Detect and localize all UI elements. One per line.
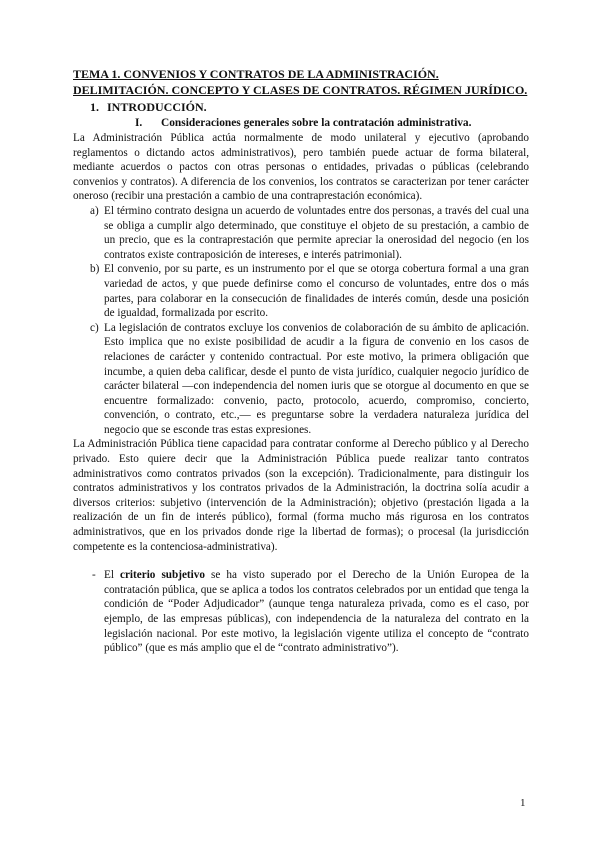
- list-item: [73, 262, 529, 320]
- subsection-label: Consideraciones generales sobre la contratación administrativa.: [161, 117, 472, 129]
- section-number: 1.: [90, 100, 99, 114]
- subsection-number: I.: [135, 117, 143, 129]
- section-heading: [90, 99, 529, 115]
- page-content: [73, 66, 529, 656]
- subsection-heading: [135, 116, 529, 131]
- list-marker: -: [92, 569, 96, 582]
- list-marker: c): [90, 321, 99, 334]
- paragraph-spacer: [73, 554, 529, 568]
- list-item: [73, 568, 529, 656]
- dash-list: [73, 568, 529, 656]
- list-marker: a): [90, 204, 99, 217]
- list-item-lead: El: [104, 569, 120, 582]
- list-item-emphasis: criterio subjetivo: [120, 569, 205, 582]
- lettered-list: [73, 204, 529, 438]
- list-item: [73, 204, 529, 262]
- list-item-text: se ha visto superado por el Derecho de la Unión Europea de la contratación pública, que se aplica a todos los contratos celebrados por un entidad que tenga la condición de “Poder Adjudicador” (aunque tenga naturaleza privada, como es el caso, por ejemplo, de las empresas públicas), con independencia de la naturaleza del contrato en la legislación nacional. Por este motivo, la legislación vigente utiliza el concepto de “contrato público” (que es más amplio que el de “contrato administrativo”).: [104, 569, 529, 655]
- list-item: [73, 321, 529, 438]
- list-marker: b): [90, 263, 100, 276]
- second-paragraph: La Administración Pública tiene capacidad para contratar conforme al Derecho público y al Derecho privado. Esto quiere decir que la Administración Pública puede realizar tanto contratos administrativos como contratos privados (son la excepción). Tradicionalmente, para distinguir los contratos administrativos y los contratos privados de la Administración, la doctrina solía acudir a diversos criterios: subjetivo (intervención de la Administración); objetivo (prestación ligada a la realización de un fin de interés público), formal (forma mucho más rigurosa en los contratos administrativos, que en los privados donde rige la libertad de formas); o procesal (la jurisdicción competente es la contenciosa-administrativa).: [73, 438, 529, 553]
- list-item-text: El término contrato designa un acuerdo de voluntades entre dos personas, a través del cual una se obliga a cumplir algo determinado, que constituye el objeto de su prestación, a cambio de un precio, que es la contraprestación que permite apreciar la onerosidad del negocio (en los contratos existe contraposición de intereses, e interés patrimonial).: [104, 204, 529, 261]
- document-title: TEMA 1. CONVENIOS Y CONTRATOS DE LA ADMINISTRACIÓN. DELIMITACIÓN. CONCEPTO Y CLASES DE CONTRATOS. RÉGIMEN JURÍDICO.: [73, 67, 528, 97]
- page-number: 1: [520, 797, 526, 809]
- intro-paragraph: La Administración Pública actúa normalmente de modo unilateral y ejecutivo (aprobando reglamentos o dictando actos administrativos), pero también puede actuar de forma bilateral, mediante acuerdos o pactos con otras personas o entidades, privadas o públicas (celebrando convenios y contratos). A diferencia de los convenios, los contratos se caracterizan por tener carácter oneroso (recibir una prestación a cambio de una contraprestación económica).: [73, 132, 529, 203]
- list-item-text: La legislación de contratos excluye los convenios de colaboración de su ámbito de aplicación. Esto implica que no existe posibilidad de acudir a la figura de convenio en los casos de relaciones de carácter y contenido contractual. Por este motivo, la primera obligación que incumbe, a quien deba calificar, desde el punto de vista jurídico, cualquier negocio jurídico de carácter bilateral —con independencia del nomen iuris que se otorgue al documento en que se encuentre formalizado: convenio, pacto, protocolo, acuerdo, compromiso, concierto, convención, o contrato, etc.,— es preguntarse sobre la verdadera naturaleza jurídica del negocio que se esconde tras estas expresiones.: [104, 321, 529, 436]
- list-item-text: El convenio, por su parte, es un instrumento por el que se otorga cobertura formal a una gran variedad de actos, y que puede definirse como el concurso de voluntades, entre dos o más partes, para colaborar en la consecución de finalidades de interés común, desde una posición de igualdad, formalizada por escrito.: [104, 263, 529, 320]
- section-label: INTRODUCCIÓN.: [107, 100, 207, 114]
